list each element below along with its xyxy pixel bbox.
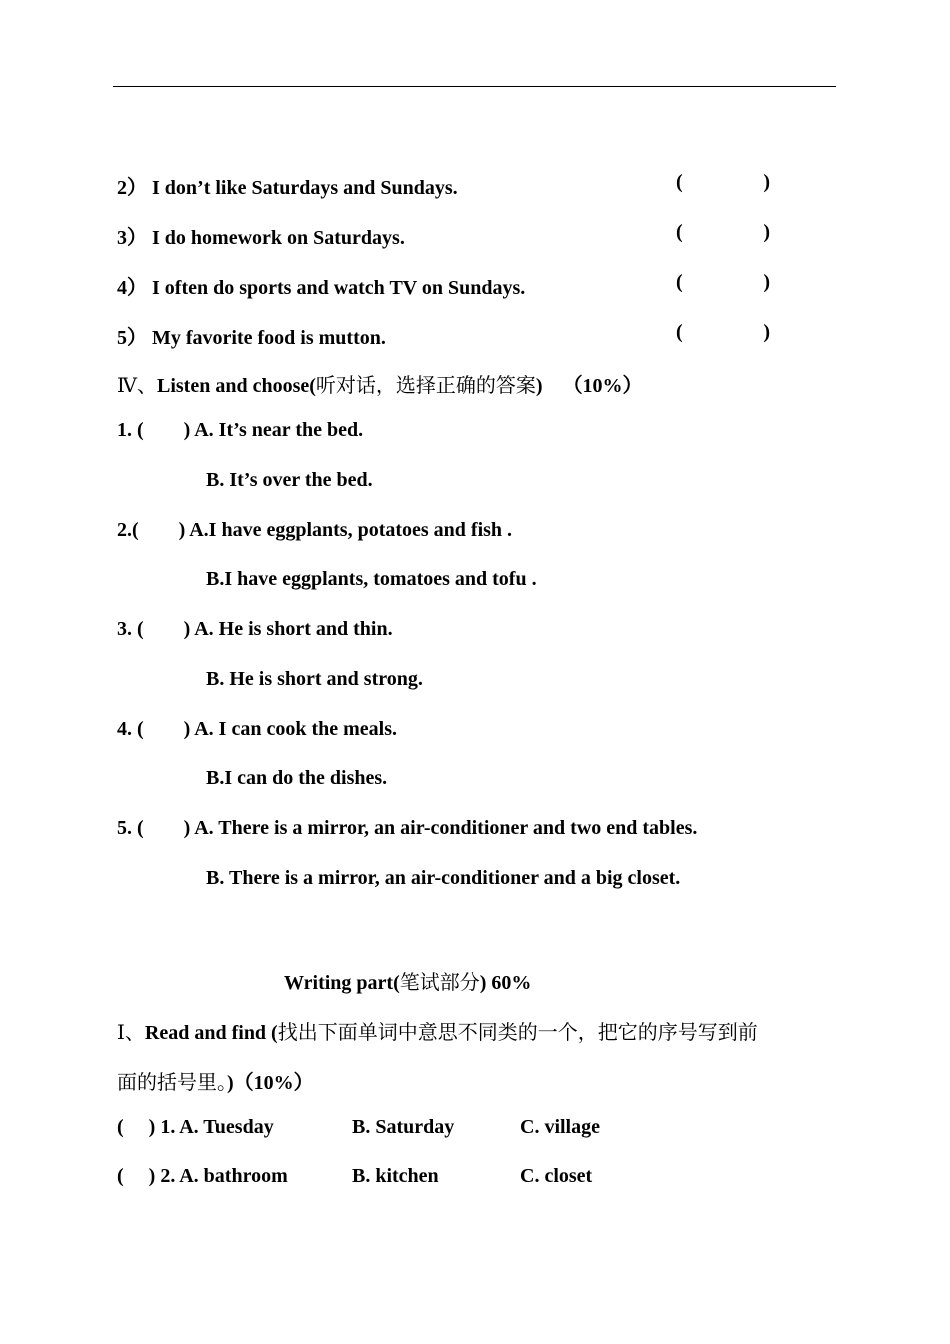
- word-group-2: ( ) 2. A. bathroom B. kitchen C. closet: [117, 1165, 593, 1187]
- question-1-option-b: B. It’s over the bed.: [206, 469, 373, 491]
- statement-4: 4） I often do sports and watch TV on Sundays.: [117, 277, 526, 299]
- question-3: 3. ( ) A. He is short and thin.: [117, 618, 393, 640]
- question-2-option-b: B.I have eggplants, tomatoes and tofu .: [206, 568, 537, 590]
- section-4-heading: Ⅳ、Listen and choose(听对话，选择正确的答案) （10%）: [117, 375, 643, 397]
- writing-part-heading: Writing part(笔试部分) 60%: [284, 972, 532, 994]
- section-1-heading-cont: 面的括号里。)（10%）: [117, 1072, 314, 1094]
- question-4: 4. ( ) A. I can cook the meals.: [117, 718, 397, 740]
- statement-5: 5） My favorite food is mutton.: [117, 327, 386, 349]
- statement-3: 3） I do homework on Saturdays.: [117, 227, 405, 249]
- question-2: 2.( ) A.I have eggplants, potatoes and fish .: [117, 519, 513, 541]
- statement-2: 2） I don’t like Saturdays and Sundays.: [117, 177, 458, 199]
- word-group-1: ( ) 1. A. Tuesday B. Saturday C. village: [117, 1116, 600, 1138]
- section-1-heading: Ⅰ、Read and find (找出下面单词中意思不同类的一个，把它的序号写到前: [117, 1022, 758, 1044]
- question-5-option-b: B. There is a mirror, an air-conditioner and a big closet.: [206, 867, 681, 889]
- question-3-option-b: B. He is short and strong.: [206, 668, 423, 690]
- header-rule: [113, 86, 836, 87]
- question-4-option-b: B.I can do the dishes.: [206, 767, 388, 789]
- question-1: 1. ( ) A. It’s near the bed.: [117, 419, 364, 441]
- question-5: 5. ( ) A. There is a mirror, an air-conditioner and two end tables.: [117, 817, 698, 839]
